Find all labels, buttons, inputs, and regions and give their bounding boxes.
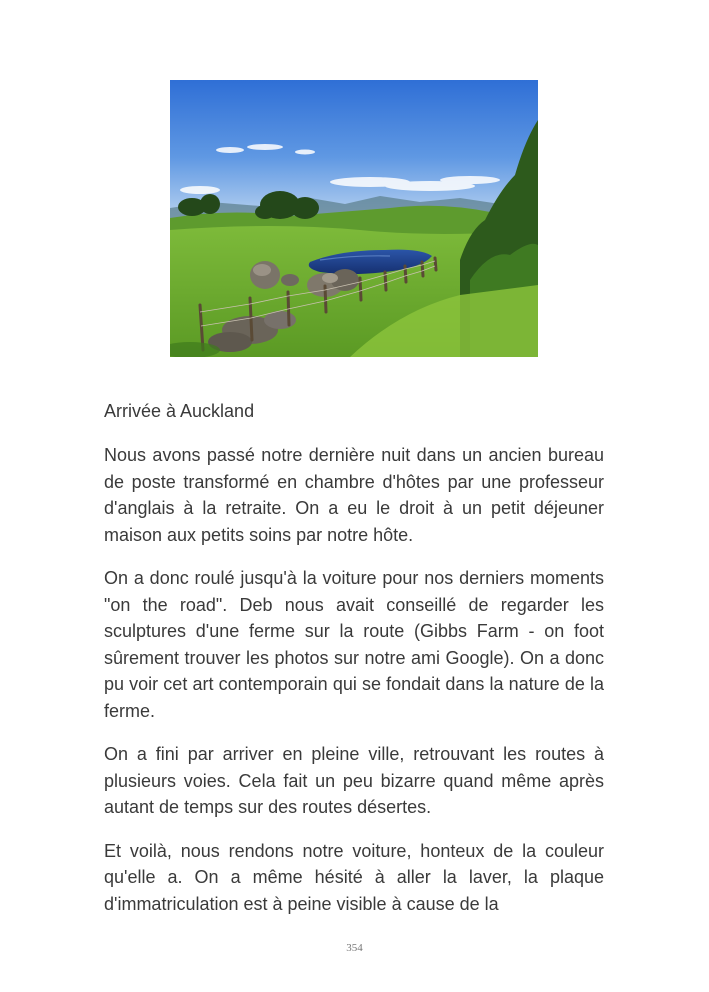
paragraph: Nous avons passé notre dernière nuit dans un ancien bureau de poste transformé en chambre d'hôtes par une professeur d'anglais à la retraite. On a eu le droit à un petit déjeuner maison aux petits soins par notre hôte. [104, 445, 604, 545]
paragraph: On a donc roulé jusqu'à la voiture pour nos derniers moments "on the road". Deb nous avait conseillé de regarder les sculptures d'une ferme sur la route (Gibbs Farm - on foot sûrement trouver les photos sur notre ami Google). On a donc pu voir cet art contemporain qui se fondait dans la nature de la ferme. [104, 568, 604, 721]
paragraph: Et voilà, nous rendons notre voiture, honteux de la couleur qu'elle a. On a même hésité à aller la laver, la plaque d'immatriculation est à peine visible à cause de la [104, 840, 604, 914]
section-heading: Arrivée à Auckland [104, 401, 255, 421]
text-content [104, 398, 604, 934]
paragraph: On a fini par arriver en pleine ville, retrouvant les routes à plusieurs voies. Cela fait un peu bizarre quand même après autant de temps sur des routes désertes. [104, 744, 604, 817]
page-number: 354 [346, 942, 363, 954]
landscape-illustration [170, 80, 538, 357]
landscape-photo [170, 80, 538, 357]
